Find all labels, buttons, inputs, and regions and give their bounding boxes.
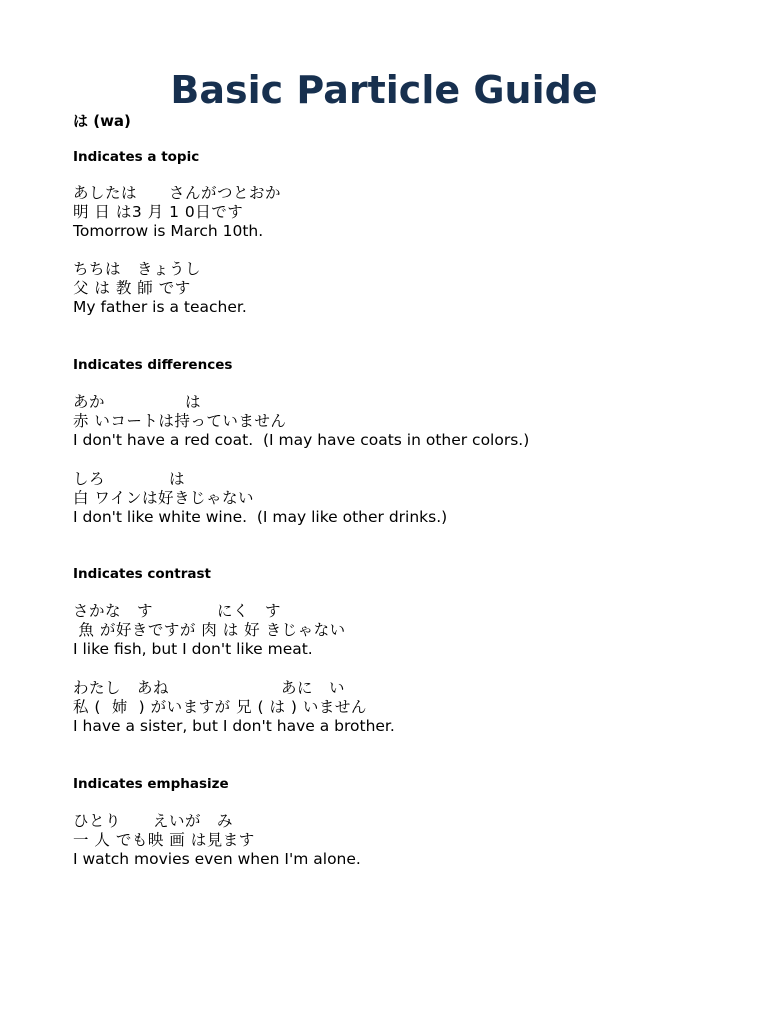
example-japanese: ちちは きょうし (73, 260, 202, 278)
example-japanese: さかな す にく す (73, 602, 282, 620)
example-english: I have a sister, but I don't have a brother. (73, 717, 395, 735)
example-reading: 父 は 教 師 です (73, 279, 191, 297)
example (73, 260, 247, 317)
example (73, 184, 281, 241)
example-reading: 魚 が好きですが 肉 は 好 きじゃない (73, 621, 346, 639)
example-reading: 赤 いコートは持っていません (73, 412, 287, 430)
example (73, 470, 447, 527)
example-japanese: しろ は (73, 470, 186, 488)
example-english: Tomorrow is March 10th. (73, 222, 264, 240)
example-japanese: わたし あね あに い (73, 679, 346, 697)
example-english: I don't have a red coat. (I may have coats in other colors.) (73, 431, 530, 449)
example (73, 812, 361, 869)
example-english: My father is a teacher. (73, 298, 247, 316)
section-heading: Indicates differences (73, 357, 233, 373)
example (73, 679, 395, 736)
example-english: I watch movies even when I'm alone. (73, 850, 361, 868)
page-title: Basic Particle Guide (170, 68, 598, 112)
section-heading: Indicates emphasize (73, 776, 229, 792)
example (73, 393, 529, 450)
section-differences (73, 356, 733, 526)
example-japanese: ひとり えいが み (73, 812, 234, 830)
example-japanese: あしたは さんがつとおか (73, 184, 282, 202)
example-english: I don't like white wine. (I may like other drinks.) (73, 508, 448, 526)
section-heading: Indicates a topic (73, 149, 200, 165)
example-reading: 白 ワインは好きじゃない (73, 489, 254, 507)
example-reading: 一 人 でも映 画 は見ます (73, 831, 255, 849)
example-reading: 明 日 は3 月 1 0日です (73, 203, 244, 221)
example-reading: 私 ( 姉 ) がいますが 兄 ( は ) いません (73, 698, 367, 716)
example-japanese: あか は (73, 393, 202, 411)
section-emphasize (73, 775, 733, 868)
example (73, 602, 346, 659)
particle-heading: は (wa) (73, 112, 131, 130)
example-english: I like fish, but I don't like meat. (73, 640, 313, 658)
section-heading: Indicates contrast (73, 566, 211, 582)
section-topic (73, 148, 733, 316)
section-contrast (73, 565, 733, 735)
